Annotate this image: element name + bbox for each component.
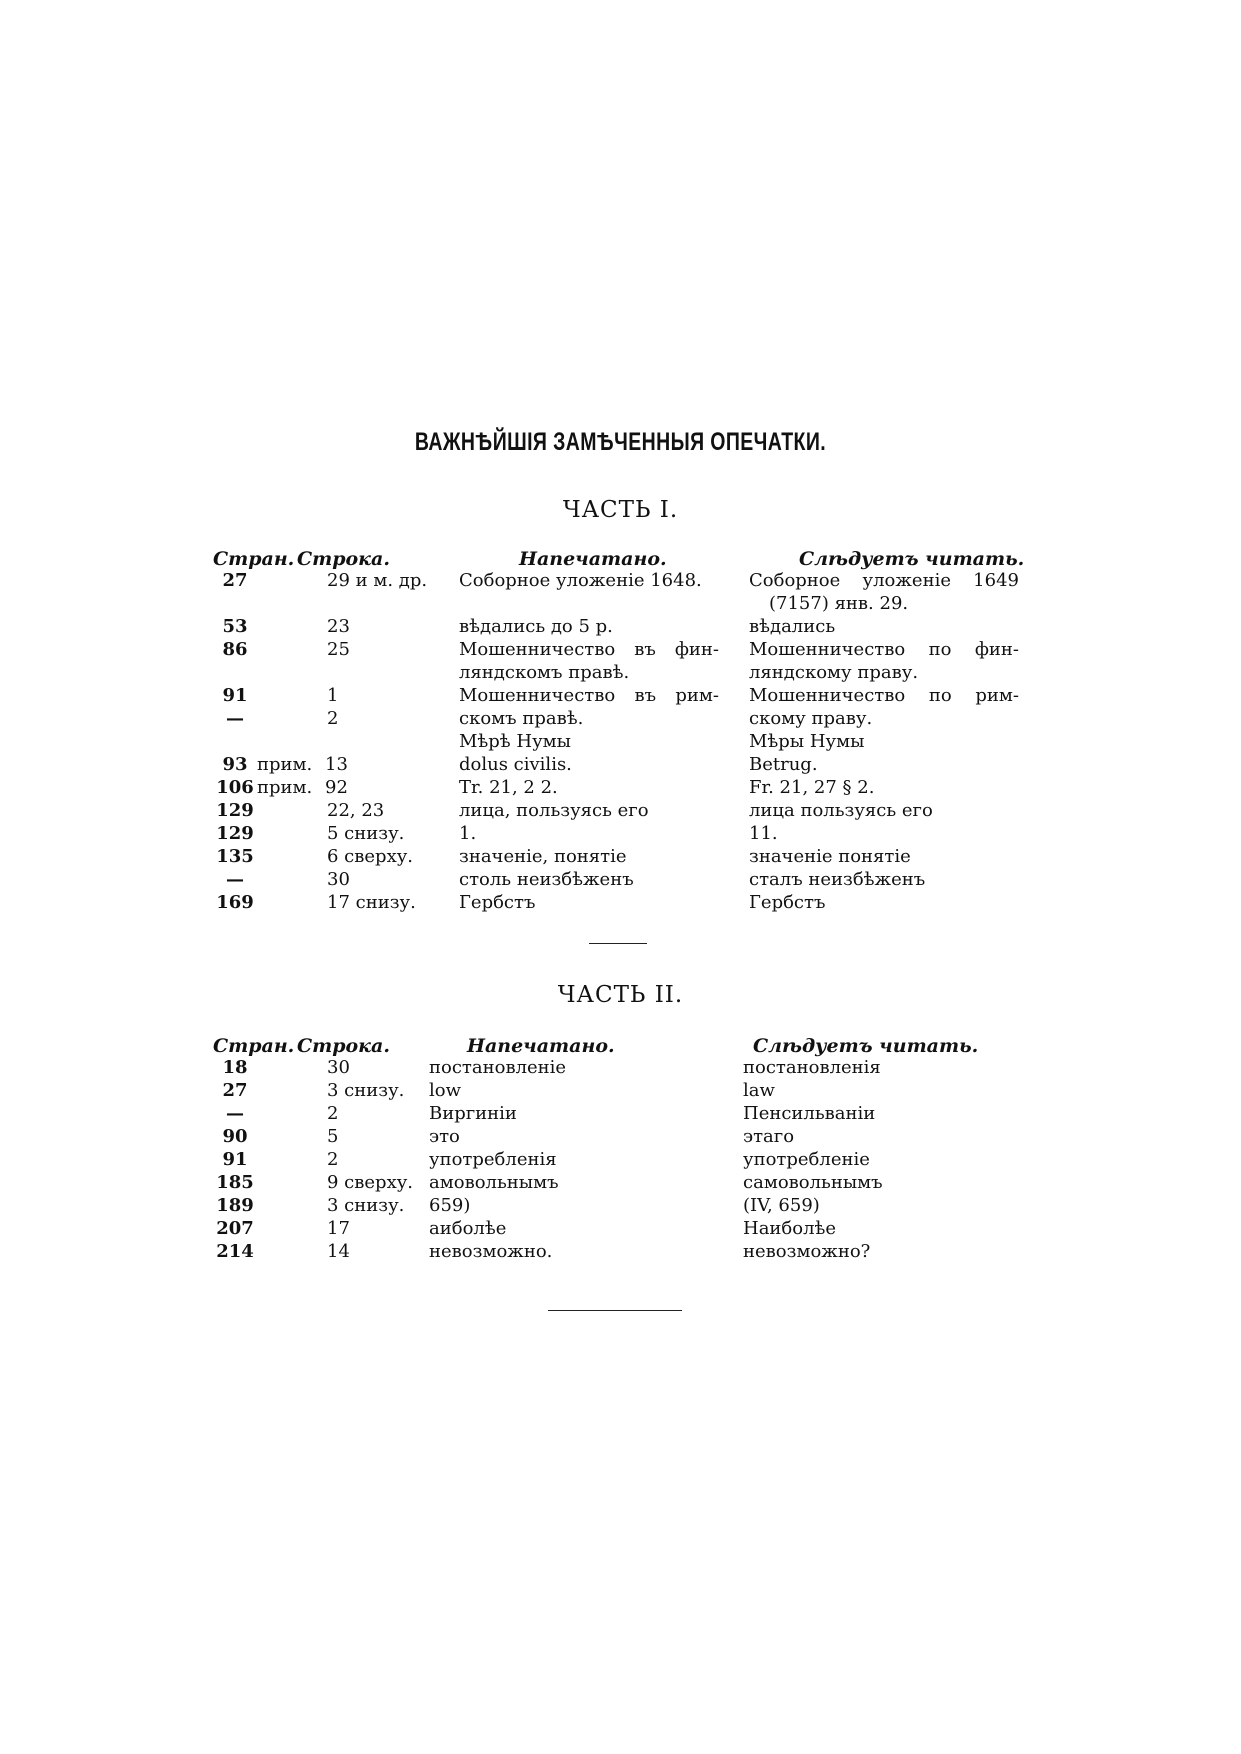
should-read-text: скому праву. bbox=[749, 708, 873, 729]
table-row bbox=[213, 800, 1033, 822]
page-number: 93 bbox=[222, 754, 248, 775]
should-read-text: Соборное уложеніе 1649 bbox=[749, 570, 1019, 591]
table-row bbox=[213, 1195, 1033, 1217]
should-read-text: Мошенничество по фин- bbox=[749, 639, 1019, 660]
page-number: 53 bbox=[222, 616, 248, 637]
column-header-should-read: Слѣдуетъ читать. bbox=[799, 548, 1025, 570]
printed-text: постановленіе bbox=[429, 1057, 567, 1078]
table-row bbox=[213, 1149, 1033, 1171]
page-number: 91 bbox=[222, 1149, 248, 1170]
should-read-text: Пенсильваніи bbox=[743, 1103, 876, 1124]
table-row bbox=[213, 1057, 1033, 1079]
table-row bbox=[213, 708, 1033, 730]
printed-text: значеніе, понятіе bbox=[459, 846, 627, 867]
column-header-line: Строка. bbox=[297, 548, 390, 570]
should-read-text: (7157) янв. 29. bbox=[769, 593, 909, 614]
should-read-text: 11. bbox=[749, 823, 778, 844]
should-read-text: самовольнымъ bbox=[743, 1172, 883, 1193]
page-number: 189 bbox=[216, 1195, 254, 1216]
should-read-text: постановленія bbox=[743, 1057, 881, 1078]
should-read-text: law bbox=[743, 1080, 775, 1101]
should-read-text: значеніе понятіе bbox=[749, 846, 911, 867]
table-row bbox=[213, 869, 1033, 891]
line-ref: 17 bbox=[327, 1218, 350, 1239]
end-divider bbox=[548, 1310, 682, 1311]
page-number: 169 bbox=[216, 892, 254, 913]
line-ref: 30 bbox=[327, 1057, 350, 1078]
should-read-text: этаго bbox=[743, 1126, 795, 1147]
table-row bbox=[213, 892, 1033, 914]
printed-text: аиболѣе bbox=[429, 1218, 507, 1239]
line-ref: 3 снизу. bbox=[327, 1080, 405, 1101]
printed-text: Гербстъ bbox=[459, 892, 536, 913]
printed-text: амовольнымъ bbox=[429, 1172, 559, 1193]
line-ref: 22, 23 bbox=[327, 800, 385, 821]
line-ref: 2 bbox=[327, 708, 339, 729]
line-ref: 23 bbox=[327, 616, 350, 637]
printed-text: это bbox=[429, 1126, 460, 1147]
printed-text: Соборное уложеніе 1648. bbox=[459, 570, 702, 591]
page-number: 18 bbox=[222, 1057, 248, 1078]
line-ref: 9 сверху. bbox=[327, 1172, 414, 1193]
line-ref: 13 bbox=[325, 754, 348, 775]
column-header-should-read: Слѣдуетъ читать. bbox=[753, 1035, 979, 1057]
should-read-text: Мошенничество по рим- bbox=[749, 685, 1019, 706]
page-number: — bbox=[226, 869, 244, 890]
column-header-page: Стран. bbox=[213, 1035, 295, 1057]
line-ref: 2 bbox=[327, 1103, 339, 1124]
should-read-text: (IV, 659) bbox=[743, 1195, 820, 1216]
printed-text: ляндскомъ правѣ. bbox=[459, 662, 630, 683]
column-header-line: Строка. bbox=[297, 1035, 390, 1057]
printed-text: лица, пользуясь его bbox=[459, 800, 649, 821]
printed-text: 659) bbox=[429, 1195, 471, 1216]
section-divider bbox=[589, 943, 647, 944]
printed-text: Tr. 21, 2 2. bbox=[459, 777, 558, 798]
line-ref: 29 и м. др. bbox=[327, 570, 428, 591]
line-ref: 14 bbox=[327, 1241, 350, 1262]
line-ref: 3 снизу. bbox=[327, 1195, 405, 1216]
should-read-text: употребленіе bbox=[743, 1149, 870, 1170]
table-row bbox=[213, 846, 1033, 868]
should-read-text: Мѣры Нумы bbox=[749, 731, 865, 752]
column-header-page: Стран. bbox=[213, 548, 295, 570]
part-2-heading: ЧАСТЬ II. bbox=[557, 982, 684, 1008]
page-number: — bbox=[226, 708, 244, 729]
line-ref: 92 bbox=[325, 777, 348, 798]
table-row bbox=[213, 593, 1033, 615]
table-row bbox=[213, 616, 1033, 638]
page-number: 185 bbox=[216, 1172, 254, 1193]
line-ref: 25 bbox=[327, 639, 350, 660]
printed-text: столь неизбѣженъ bbox=[459, 869, 634, 890]
table-row bbox=[213, 1218, 1033, 1240]
page-number: — bbox=[226, 1103, 244, 1124]
printed-text: вѣдались до 5 р. bbox=[459, 616, 613, 637]
table-row bbox=[213, 570, 1033, 592]
line-ref: 1 bbox=[327, 685, 339, 706]
note-marker: прим. bbox=[257, 777, 313, 798]
line-ref: 5 bbox=[327, 1126, 339, 1147]
printed-text: dolus civilis. bbox=[459, 754, 572, 775]
line-ref: 5 снизу. bbox=[327, 823, 405, 844]
page-number: 86 bbox=[222, 639, 248, 660]
table-row bbox=[213, 1241, 1033, 1263]
page-number: 106 bbox=[216, 777, 254, 798]
page-number: 27 bbox=[222, 1080, 248, 1101]
line-ref: 17 снизу. bbox=[327, 892, 416, 913]
table-row bbox=[213, 1126, 1033, 1148]
part-1-heading: ЧАСТЬ I. bbox=[562, 497, 679, 523]
column-header-printed: Напечатано. bbox=[519, 548, 667, 570]
note-marker: прим. bbox=[257, 754, 313, 775]
printed-text: употребленія bbox=[429, 1149, 557, 1170]
table-row bbox=[213, 731, 1033, 753]
line-ref: 2 bbox=[327, 1149, 339, 1170]
page-title: ВАЖНѢЙШІЯ ЗАМѢЧЕННЫЯ ОПЕЧАТКИ. bbox=[414, 428, 827, 456]
table-row bbox=[213, 777, 1033, 799]
page-number: 214 bbox=[216, 1241, 254, 1262]
should-read-text: невозможно? bbox=[743, 1241, 871, 1262]
printed-text: скомъ правѣ. bbox=[459, 708, 584, 729]
table-row bbox=[213, 639, 1033, 661]
page-number: 91 bbox=[222, 685, 248, 706]
should-read-text: ляндскому праву. bbox=[749, 662, 919, 683]
printed-text: 1. bbox=[459, 823, 477, 844]
table-row bbox=[213, 1080, 1033, 1102]
page-number: 207 bbox=[216, 1218, 254, 1239]
should-read-text: лица пользуясь его bbox=[749, 800, 933, 821]
table-row bbox=[213, 823, 1033, 845]
page-number: 129 bbox=[216, 800, 254, 821]
table-row bbox=[213, 1172, 1033, 1194]
printed-text: low bbox=[429, 1080, 462, 1101]
page-number: 129 bbox=[216, 823, 254, 844]
page-number: 90 bbox=[222, 1126, 248, 1147]
printed-text: Мѣрѣ Нумы bbox=[459, 731, 571, 752]
column-header-printed: Напечатано. bbox=[467, 1035, 615, 1057]
table-row bbox=[213, 754, 1033, 776]
printed-text: Виргиніи bbox=[429, 1103, 517, 1124]
should-read-text: Гербстъ bbox=[749, 892, 826, 913]
printed-text: Мошенничество въ фин- bbox=[459, 639, 719, 660]
line-ref: 30 bbox=[327, 869, 350, 890]
should-read-text: сталъ неизбѣженъ bbox=[749, 869, 926, 890]
line-ref: 6 сверху. bbox=[327, 846, 414, 867]
table-row bbox=[213, 1103, 1033, 1125]
printed-text: невозможно. bbox=[429, 1241, 553, 1262]
should-read-text: Betrug. bbox=[749, 754, 818, 775]
should-read-text: вѣдались bbox=[749, 616, 836, 637]
should-read-text: Fr. 21, 27 § 2. bbox=[749, 777, 875, 798]
table-row bbox=[213, 685, 1033, 707]
page-number: 135 bbox=[216, 846, 254, 867]
page-number: 27 bbox=[222, 570, 248, 591]
printed-text: Мошенничество въ рим- bbox=[459, 685, 719, 706]
table-row bbox=[213, 662, 1033, 684]
should-read-text: Наиболѣе bbox=[743, 1218, 837, 1239]
